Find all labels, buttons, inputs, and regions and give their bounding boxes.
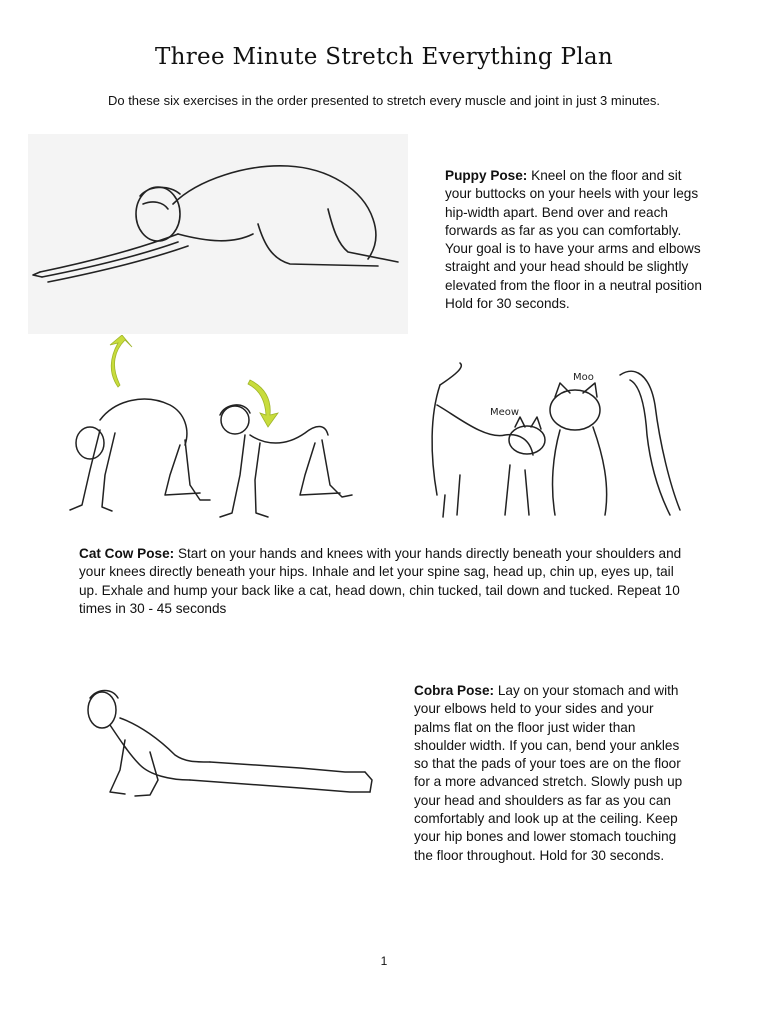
cobra-pose-name: Cobra Pose: (414, 683, 495, 698)
puppy-pose-description: Kneel on the floor and sit your buttocks on your heels with your legs hip-width apart. Bend over and reach forwards as far as you can comfortably. Your goal is to have your arms and elbows straight and your head should be slightly elevated from the floor in a neutral position Hold for 30 seconds. (445, 168, 702, 312)
puppy-pose-name: Puppy Pose: (445, 168, 528, 183)
cats-illustration (425, 345, 690, 525)
cat-cow-pose-text (79, 545, 691, 618)
cat-cow-pose-illustration (60, 335, 370, 535)
puppy-pose-illustration (28, 134, 408, 334)
page-subtitle: Do these six exercises in the order presented to stretch every muscle and joint in just 3 minutes. (107, 93, 661, 108)
page-title: Three Minute Stretch Everything Plan (154, 44, 614, 70)
cat-cow-pose-name: Cat Cow Pose: (79, 546, 175, 561)
cobra-pose-text (414, 682, 689, 865)
page-number: 1 (380, 954, 388, 968)
cobra-pose-description: Lay on your stomach and with your elbows held to your sides and your palms flat on the floor just wider than shoulder width. If you can, bend your ankles so that the pads of your toes are on the floor for a more advanced stretch. Slowly push up your head and shoulders as far as you can comfortably and look up at the ceiling. Keep your hip bones and lower stomach touching the floor throughout. Hold for 30 seconds. (414, 683, 683, 863)
cobra-pose-illustration (80, 680, 385, 810)
cat-label-moo: Moo (573, 372, 594, 383)
cat-label-meow: Meow (490, 407, 520, 418)
cat-cow-pose-description: Start on your hands and knees with your hands directly beneath your shoulders and your knees directly beneath your hips. Inhale and let your spine sag, head up, chin up, eyes up, tail up. Exhale and hump your back like a cat, head down, chin tucked, tail down and tucked. Repeat 10 times in 30 - 45 seconds (79, 546, 682, 616)
puppy-pose-text (445, 167, 705, 313)
